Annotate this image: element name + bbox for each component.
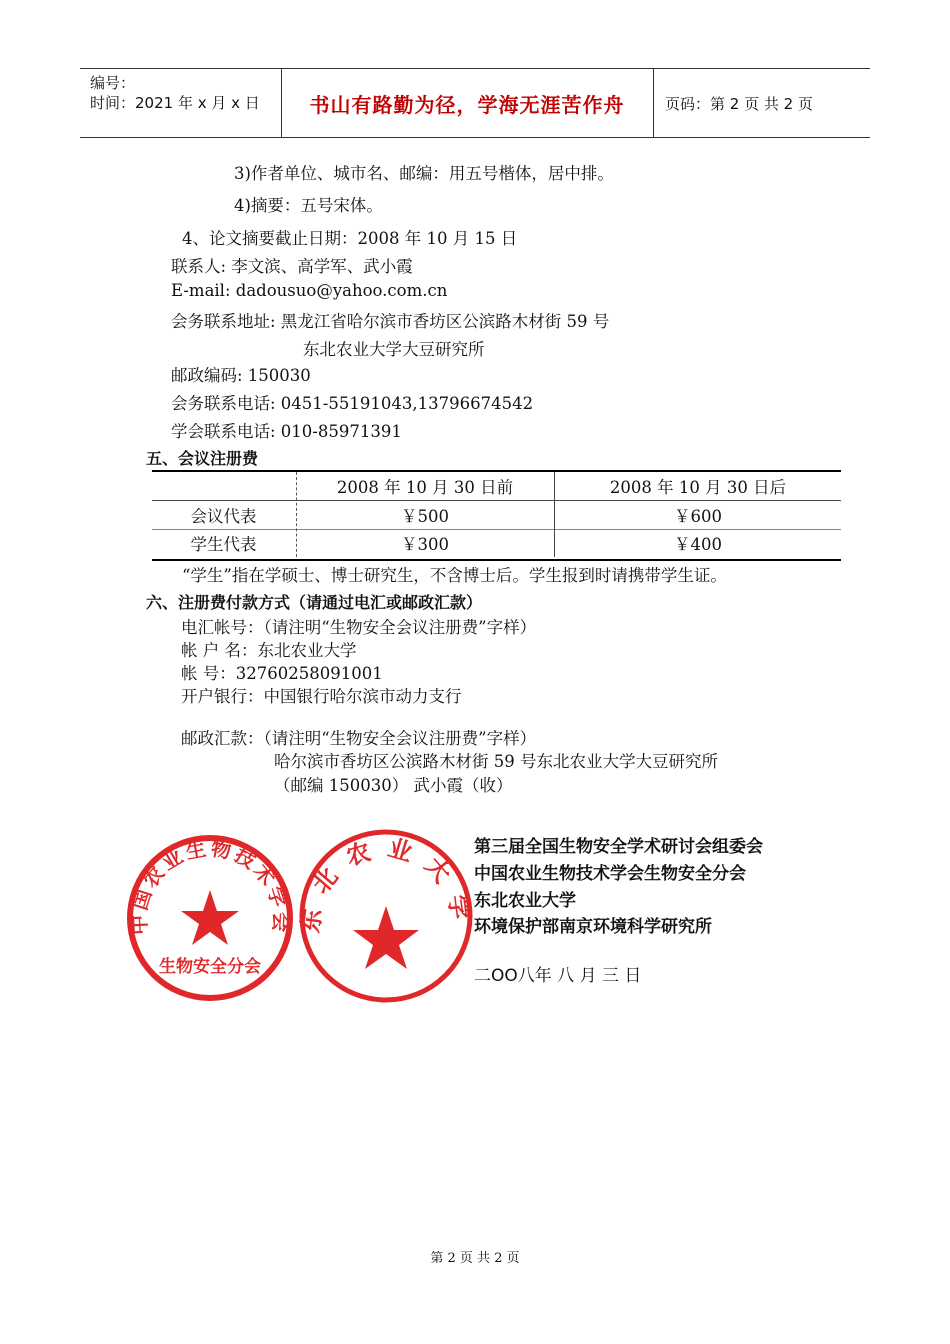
item-4: 4)摘要：五号宋体。 xyxy=(234,196,383,215)
fee-table xyxy=(152,470,841,561)
table-row xyxy=(152,529,841,557)
contact-address: 会务联系地址: 黑龙江省哈尔滨市香坊区公滨路木材街 59 号 xyxy=(171,312,610,331)
table-cell: 学生代表 xyxy=(190,535,257,554)
contact-address-line2: 东北农业大学大豆研究所 xyxy=(303,340,485,359)
account-name: 帐 户 名：东北农业大学 xyxy=(181,641,357,660)
table-divider xyxy=(554,472,555,557)
table-cell: ￥400 xyxy=(674,535,722,554)
bank-name: 开户银行：中国银行哈尔滨市动力支行 xyxy=(181,687,462,706)
signer-university: 东北农业大学 xyxy=(474,891,576,911)
star-icon xyxy=(181,890,239,945)
table-cell: ￥300 xyxy=(401,535,449,554)
header-page-label: 页码：第 2 页 共 2 页 xyxy=(665,94,813,113)
header-motto: 书山有路勤为径，学海无涯苦作舟 xyxy=(309,92,625,117)
university-seal xyxy=(296,826,476,1006)
table-row xyxy=(152,501,841,530)
table-header-after: 2008 年 10 月 30 日后 xyxy=(609,478,787,497)
postcode: 邮政编码: 150030 xyxy=(171,366,311,385)
header-divider xyxy=(653,69,654,137)
table-cell: ￥600 xyxy=(674,507,722,526)
issue-date: 二OO八年 八 月 三 日 xyxy=(474,966,642,986)
doc-time-label: 时间：2021 年 x 月 x 日 xyxy=(90,94,260,112)
section-5-title: 五、会议注册费 xyxy=(146,449,259,468)
table-header-row xyxy=(152,472,841,501)
contact-email: E-mail: dadousuo@yahoo.com.cn xyxy=(171,281,448,300)
page-footer: 第 2 页 共 2 页 xyxy=(430,1251,520,1266)
doc-number-label: 编号： xyxy=(90,74,136,92)
star-icon xyxy=(353,906,419,969)
abstract-deadline: 4、论文摘要截止日期：2008 年 10 月 15 日 xyxy=(182,229,518,248)
table-cell: 会议代表 xyxy=(190,507,257,526)
wire-transfer-label: 电汇帐号：（请注明“生物安全会议注册费”字样） xyxy=(181,618,537,637)
society-phone: 学会联系电话: 010-85971391 xyxy=(171,422,402,441)
account-number: 帐 号：32760258091001 xyxy=(181,664,383,683)
postal-remittance-label: 邮政汇款：（请注明“生物安全会议注册费”字样） xyxy=(181,729,537,748)
header-left xyxy=(90,73,260,113)
society-seal xyxy=(120,832,300,1004)
table-header-before: 2008 年 10 月 30 日前 xyxy=(336,478,514,497)
section-6-title: 六、注册费付款方式（请通过电汇或邮政汇款） xyxy=(146,593,483,612)
contact-persons: 联系人: 李文滨、高学军、武小霞 xyxy=(171,257,413,276)
table-cell: ￥500 xyxy=(401,507,449,526)
meeting-phone: 会务联系电话: 0451-55191043,13796674542 xyxy=(171,394,534,413)
postal-address: 哈尔滨市香坊区公滨路木材街 59 号东北农业大学大豆研究所 xyxy=(274,752,718,771)
page-header xyxy=(80,68,870,138)
seal-text-top: 中国农业生物技术学会 xyxy=(126,836,294,936)
table-cell xyxy=(152,472,295,500)
table-divider xyxy=(296,472,297,557)
signer-biosafety-branch: 中国农业生物技术学会生物安全分会 xyxy=(474,864,746,884)
signer-organizing-committee: 第三届全国生物安全学术研讨会组委会 xyxy=(474,837,763,857)
signer-nanjing-institute: 环境保护部南京环境科学研究所 xyxy=(474,917,712,937)
item-3: 3)作者单位、城市名、邮编：用五号楷体，居中排。 xyxy=(234,164,614,183)
seal-text-bottom: 生物安全分会 xyxy=(159,957,261,977)
postal-recipient: （邮编 150030） 武小霞（收） xyxy=(274,776,513,795)
seal-text: 东北农业大学 xyxy=(296,833,476,935)
student-note: “学生”指在学硕士、博士研究生，不含博士后。学生报到时请携带学生证。 xyxy=(182,566,727,585)
